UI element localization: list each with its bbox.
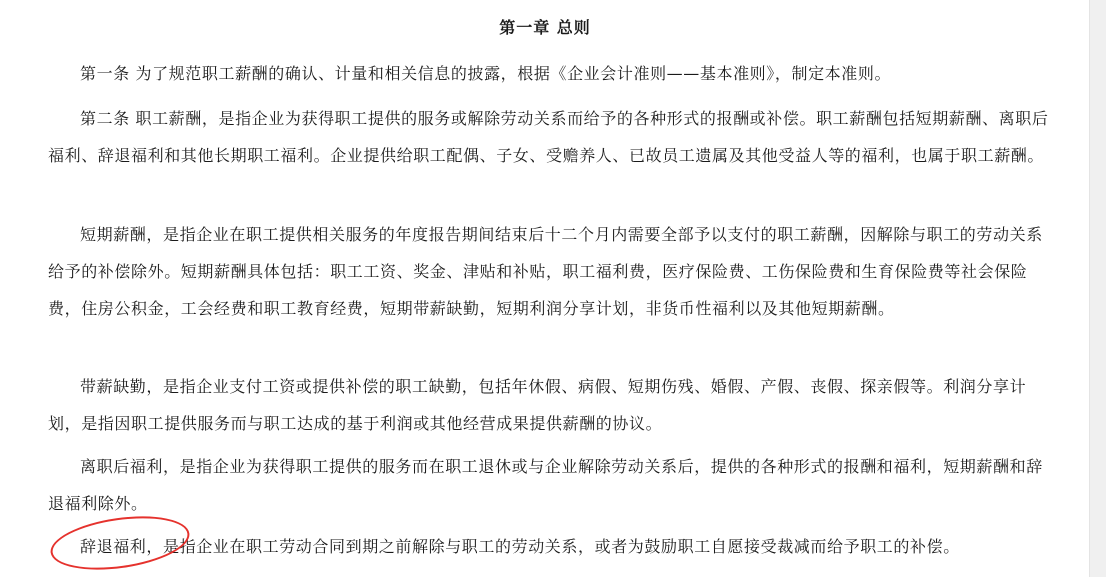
vertical-scrollbar[interactable] [1089, 0, 1106, 577]
chapter-title: 第一章 总则 [499, 18, 591, 37]
paragraph-article-2: 第二条 职工薪酬，是指企业为获得职工提供的服务或解除劳动关系而给予的各种形式的报酬或补偿。职工薪酬包括短期薪酬、离职后福利、辞退福利和其他长期职工福利。企业提供给职工配偶、子女、受赡养人、已故员工遗属及其他受益人等的福利，也属于职工薪酬。 [48, 109, 1049, 165]
paragraph-post-employment: 离职后福利，是指企业为获得职工提供的服务而在职工退休或与企业解除劳动关系后，提供的各种形式的报酬和福利，短期薪酬和辞退福利除外。 [48, 457, 1043, 513]
paragraph-short-term-pay: 短期薪酬，是指企业在职工提供相关服务的年度报告期间结束后十二个月内需要全部予以支付的职工薪酬，因解除与职工的劳动关系给予的补偿除外。短期薪酬具体包括：职工工资、奖金、津贴和补贴，职工福利费，医疗保险费、工伤保险费和生育保险费等社会保险费，住房公积金，工会经费和职工教育经费，短期带薪缺勤，短期利润分享计划，非货币性福利以及其他短期薪酬。 [48, 225, 1043, 318]
paragraph-article-1: 第一条 为了规范职工薪酬的确认、计量和相关信息的披露，根据《企业会计准则——基本准则》，制定本准则。 [80, 64, 892, 83]
paragraph-termination-benefits: 辞退福利，是指企业在职工劳动合同到期之前解除与职工的劳动关系，或者为鼓励职工自愿接受裁减而给予职工的补偿。 [80, 537, 960, 556]
paragraph-paid-absence: 带薪缺勤，是指企业支付工资或提供补偿的职工缺勤，包括年休假、病假、短期伤残、婚假、产假、丧假、探亲假等。利润分享计划，是指因职工提供服务而与职工达成的基于利润或其他经营成果提供薪酬的协议。 [48, 377, 1027, 433]
